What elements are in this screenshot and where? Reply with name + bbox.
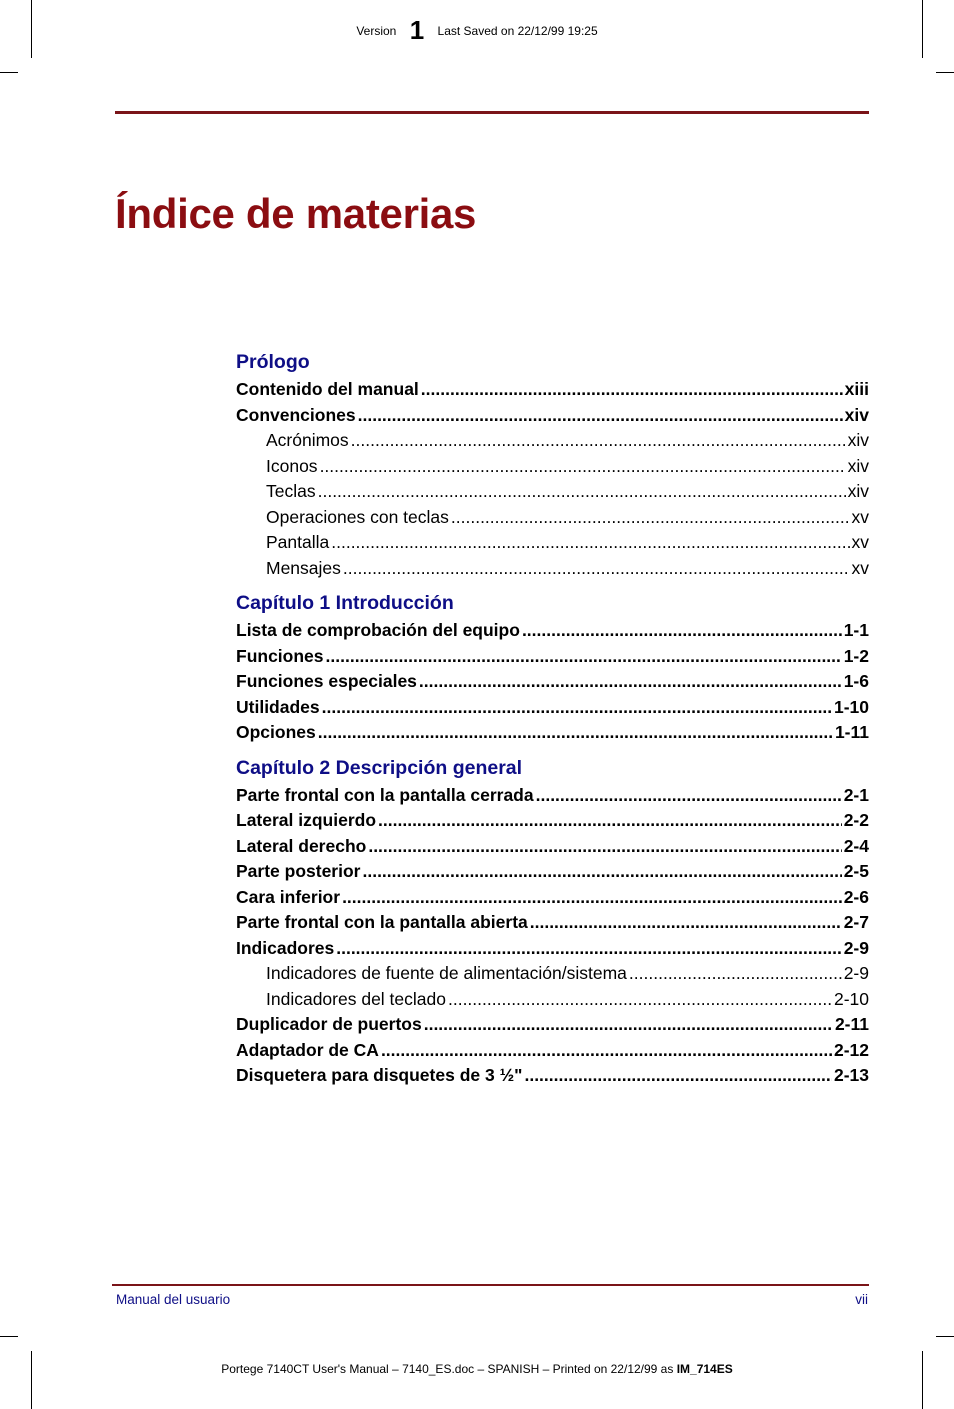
dot-leader <box>320 454 846 480</box>
top-rule <box>115 111 869 114</box>
dot-leader <box>419 669 842 695</box>
toc-entry-label: Parte frontal con la pantalla abierta <box>236 912 528 932</box>
print-info-code: IM_714ES <box>676 1362 733 1376</box>
dot-leader <box>524 1063 832 1089</box>
crop-mark-bottom-right <box>936 1336 954 1337</box>
toc-entry[interactable] <box>236 618 869 644</box>
toc-entry[interactable] <box>236 987 869 1013</box>
dot-leader <box>522 618 842 644</box>
toc-entry-label: Pantalla <box>266 532 330 552</box>
toc-entry-page: 2-5 <box>843 861 869 881</box>
crop-mark-top-left <box>0 72 18 73</box>
toc-entry[interactable] <box>236 1063 869 1089</box>
version-number: 1 <box>409 14 425 45</box>
toc-entry-page: xiv <box>847 455 869 476</box>
dot-leader <box>368 834 841 860</box>
toc-entry[interactable] <box>236 403 869 429</box>
dot-leader <box>331 530 849 556</box>
footer-page-number: vii <box>855 1292 868 1307</box>
crop-mark-bottom-right <box>922 1351 923 1409</box>
toc-entry[interactable] <box>236 669 869 695</box>
toc-entry-label: Funciones especiales <box>236 671 417 691</box>
toc-entry[interactable] <box>236 644 869 670</box>
toc-entry[interactable] <box>236 834 869 860</box>
toc-entry-label: Duplicador de puertos <box>236 1014 422 1034</box>
toc-entry-label: Mensajes <box>266 557 341 578</box>
toc-entry[interactable] <box>236 961 869 987</box>
toc-entry-label: Indicadores <box>236 937 335 958</box>
dot-leader <box>318 479 846 505</box>
toc-entry-label: Lateral izquierdo <box>236 810 377 830</box>
toc-entry[interactable] <box>236 936 869 962</box>
toc-entry-label: Adaptador de CA <box>236 1039 379 1060</box>
dot-leader <box>318 720 833 746</box>
toc-entry-page: xiv <box>844 404 869 425</box>
dot-leader <box>629 961 842 987</box>
toc-entry-label: Funciones <box>236 645 324 666</box>
toc-entry-label: Indicadores de fuente de alimentación/sistema <box>266 963 627 983</box>
toc-entry[interactable] <box>236 454 869 480</box>
toc-entry-label: Lateral derecho <box>236 835 367 856</box>
toc-entry-page: 2-9 <box>843 937 869 958</box>
toc-entry-label: Teclas <box>266 481 316 501</box>
toc-entry[interactable] <box>236 479 869 505</box>
toc-entry[interactable] <box>236 1038 869 1064</box>
toc-entry-page: 1-1 <box>843 620 869 640</box>
toc-entry-page: 2-4 <box>843 835 869 856</box>
dot-leader <box>322 695 832 721</box>
dot-leader <box>536 783 842 809</box>
toc-entry[interactable] <box>236 885 869 911</box>
toc-entry-page: xiv <box>847 481 869 501</box>
toc-entry-page: 1-6 <box>843 671 869 691</box>
toc-entry-label: Parte frontal con la pantalla cerrada <box>236 784 534 805</box>
toc-entry-page: xv <box>851 506 869 527</box>
toc-entry-label: Opciones <box>236 722 316 742</box>
dot-leader <box>326 644 842 670</box>
section-title: Prólogo <box>236 351 310 373</box>
toc-entry-page: xv <box>851 557 869 578</box>
toc-entry-page: 2-6 <box>843 886 869 907</box>
toc-entry[interactable] <box>236 720 869 746</box>
toc-entry-label: Iconos <box>266 455 318 476</box>
toc-entry-page: 2-11 <box>834 1014 869 1034</box>
toc-entry-page: 2-7 <box>843 912 869 932</box>
page-title: Índice de materias <box>115 190 477 237</box>
section-title: Capítulo 1 Introducción <box>236 592 454 614</box>
dot-leader <box>342 885 842 911</box>
toc-entry[interactable] <box>236 808 869 834</box>
dot-leader <box>451 505 850 531</box>
dot-leader <box>378 808 842 834</box>
toc-entry-label: Disquetera para disquetes de 3 ½" <box>236 1065 523 1085</box>
crop-mark-bottom-left <box>0 1336 18 1337</box>
toc-entry[interactable] <box>236 695 869 721</box>
toc-entry[interactable] <box>236 1012 869 1038</box>
toc-entry-page: 2-1 <box>843 784 869 805</box>
toc-section <box>236 591 869 746</box>
dot-leader <box>336 936 841 962</box>
toc-entry-page: 2-2 <box>843 810 869 830</box>
toc-entry-label: Convenciones <box>236 404 356 425</box>
dot-leader <box>343 556 850 582</box>
toc-entry-label: Cara inferior <box>236 886 341 907</box>
toc-entry-page: 2-12 <box>833 1039 869 1060</box>
toc-entry-page: 1-10 <box>833 696 869 717</box>
toc-entry-label: Lista de comprobación del equipo <box>236 620 520 640</box>
toc-entry-page: 1-2 <box>843 645 869 666</box>
toc-entry-page: xiii <box>844 379 869 399</box>
toc-entry-label: Indicadores del teclado <box>266 988 446 1009</box>
print-info-text: Portege 7140CT User's Manual – 7140_ES.doc – SPANISH – Printed on 22/12/99 as <box>221 1362 674 1376</box>
toc-entry-label: Contenido del manual <box>236 379 419 399</box>
toc-entry-label: Utilidades <box>236 696 320 717</box>
dot-leader <box>358 403 843 429</box>
toc-entry[interactable] <box>236 505 869 531</box>
toc-section <box>236 350 869 581</box>
dot-leader <box>351 428 846 454</box>
toc-section <box>236 756 869 1089</box>
crop-mark-bottom-left <box>31 1351 32 1409</box>
dot-leader <box>421 377 843 403</box>
toc-entry[interactable] <box>236 556 869 582</box>
toc-entry-page: 2-10 <box>833 988 869 1009</box>
toc-entry[interactable] <box>236 783 869 809</box>
version-label: Version <box>356 24 397 38</box>
toc-entry-page: xv <box>851 532 869 552</box>
footer-manual-name: Manual del usuario <box>116 1292 231 1307</box>
dot-leader <box>362 859 841 885</box>
toc-entry[interactable] <box>236 377 869 403</box>
toc-entry-label: Operaciones con teclas <box>266 506 449 527</box>
toc-entry[interactable] <box>236 530 869 556</box>
version-header <box>0 14 954 45</box>
toc-entry-page: 1-11 <box>834 722 869 742</box>
dot-leader <box>424 1012 833 1038</box>
toc-entry-page: 2-9 <box>843 963 869 983</box>
crop-mark-top-right <box>936 72 954 73</box>
print-info <box>0 1362 954 1376</box>
dot-leader <box>448 987 832 1013</box>
section-title: Capítulo 2 Descripción general <box>236 756 523 779</box>
dot-leader <box>530 910 842 936</box>
bottom-rule <box>112 1284 869 1286</box>
toc-entry[interactable] <box>236 910 869 936</box>
toc-entry-label: Parte posterior <box>236 861 361 881</box>
toc-entry[interactable] <box>236 859 869 885</box>
toc-entry-label: Acrónimos <box>266 430 349 450</box>
toc-entry-page: xiv <box>847 430 869 450</box>
toc-entry[interactable] <box>236 428 869 454</box>
dot-leader <box>381 1038 832 1064</box>
last-saved: Last Saved on 22/12/99 19:25 <box>437 24 598 38</box>
toc-entry-page: 2-13 <box>833 1065 869 1085</box>
table-of-contents <box>236 350 869 1099</box>
